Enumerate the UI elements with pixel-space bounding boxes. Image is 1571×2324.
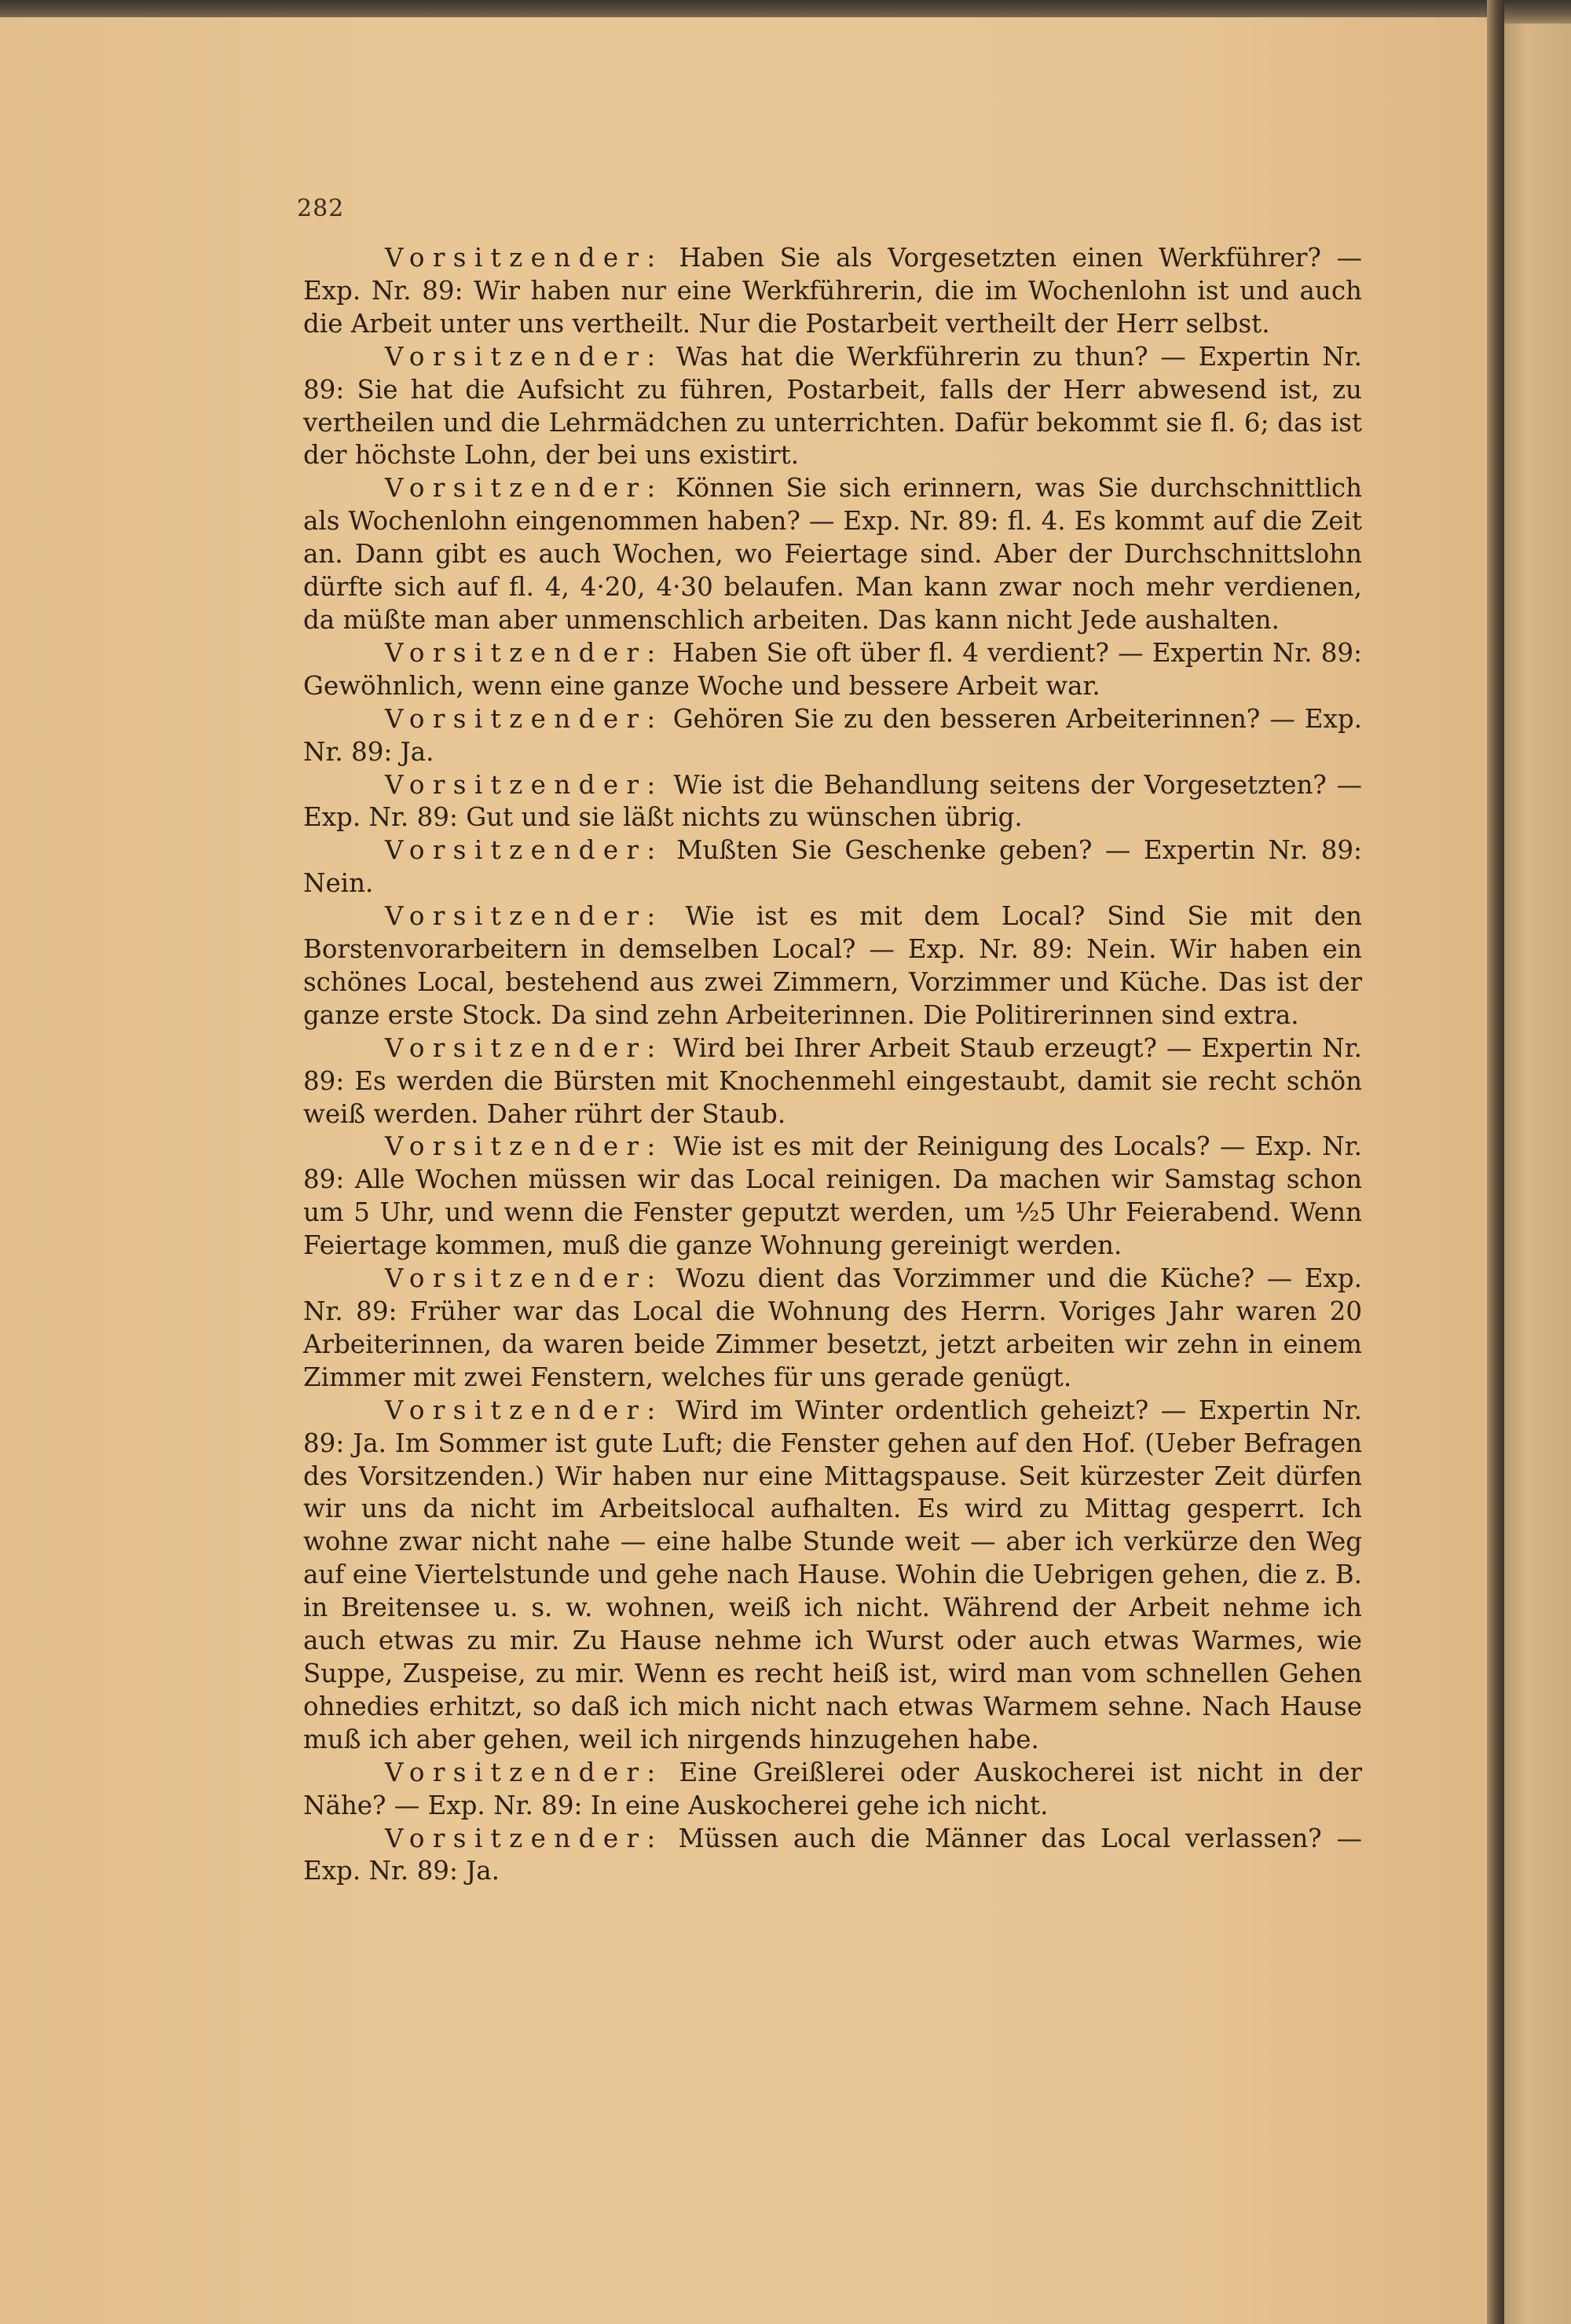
paragraph-text: Mußten Sie Geschenke geben? — Expertin Nr. 89: Nein. — [303, 835, 1362, 899]
paragraph — [303, 341, 1362, 473]
speaker-label: Vorsitzender: — [385, 473, 664, 504]
paragraph — [303, 1395, 1362, 1757]
paragraph-text: Wie ist es mit dem Local? Sind Sie mit den Borstenvorarbeitern in demselben Local? — Exp. Nr. 89: Nein. Wir haben ein schönes Local, bestehend aus zwei Zimmern, Vorzimmer und Küche. Das ist der ganze erste Stock. Da sind zehn Arbeiterinnen. Die Politirerinnen sind extra. — [303, 901, 1362, 1030]
paragraph — [303, 1131, 1362, 1263]
adjacent-page-edge — [1504, 24, 1571, 2324]
speaker-label: Vorsitzender: — [385, 1032, 664, 1063]
paragraph — [303, 769, 1362, 835]
paragraph-text: Eine Greißlerei oder Auskocherei ist nicht in der Nähe? — Exp. Nr. 89: In eine Auskocherei gehe ich nicht. — [303, 1757, 1362, 1820]
speaker-label: Vorsitzender: — [385, 1131, 664, 1162]
book-page — [0, 17, 1487, 2324]
paragraph — [303, 472, 1362, 637]
paragraph-text: Wie ist es mit der Reinigung des Locals? — Exp. Nr. 89: Alle Wochen müssen wir das Local reinigen. Da machen wir Samstag schon um 5 Uhr, und wenn die Fenster geputzt werden, um ½5 Uhr Feierabend. Wenn Feiertage kommen, muß die ganze Wohnung gereinigt werden. — [303, 1131, 1362, 1261]
speaker-label: Vorsitzender: — [385, 703, 664, 734]
paragraph-text: Müssen auch die Männer das Local verlassen? — Exp. Nr. 89: Ja. — [303, 1823, 1362, 1886]
paragraph-text: Gehören Sie zu den besseren Arbeiterinnen? — Exp. Nr. 89: Ja. — [303, 703, 1362, 767]
speaker-label: Vorsitzender: — [385, 243, 664, 273]
paragraph — [303, 834, 1362, 900]
speaker-label: Vorsitzender: — [385, 637, 664, 668]
speaker-label: Vorsitzender: — [385, 1823, 664, 1853]
paragraph — [303, 1032, 1362, 1131]
paragraph-text: Wozu dient das Vorzimmer und die Küche? — Exp. Nr. 89: Früher war das Local die Wohnung des Herrn. Voriges Jahr waren 20 Arbeiterinnen, da waren beide Zimmer besetzt, jetzt arbeiten wir zehn in einem Zimmer mit zwei Fenstern, welches für uns gerade genügt. — [303, 1263, 1362, 1392]
paragraph-text: Wird bei Ihrer Arbeit Staub erzeugt? — Expertin Nr. 89: Es werden die Bürsten mit Knochenmehl eingestaubt, damit sie recht schön weiß werden. Daher rührt der Staub. — [303, 1032, 1362, 1129]
paragraph-text: Wird im Winter ordentlich geheizt? — Expertin Nr. 89: Ja. Im Sommer ist gute Luft; die Fenster gehen auf den Hof. (Ueber Befragen des Vorsitzenden.) Wir haben nur eine Mittagspause. Seit kürzester Zeit dürfen wir uns da nicht im Arbeitslocal aufhalten. Es wird zu Mittag gesperrt. Ich wohne zwar nicht nahe — eine halbe Stunde weit — aber ich verkürze den Weg auf eine Viertelstunde und gehe nach Hause. Wohin die Uebrigen gehen, die z. B. in Breitensee u. s. w. wohnen, weiß ich nicht. Während der Arbeit nehme ich auch etwas zu mir. Zu Hause nehme ich Wurst oder auch etwas Warmes, wie Suppe, Zuspeise, zu mir. Wenn es recht heiß ist, wird man vom schnellen Gehen ohnedies erhitzt, so daß ich mich nicht nach etwas Warmem sehne. Nach Hause muß ich aber gehen, weil ich nirgends hinzugehen habe. — [303, 1395, 1362, 1754]
paragraph — [303, 1823, 1362, 1889]
speaker-label: Vorsitzender: — [385, 835, 664, 866]
paragraph-text: Können Sie sich erinnern, was Sie durchschnittlich als Wochenlohn eingenommen haben? — Exp. Nr. 89: fl. 4. Es kommt auf die Zeit an. Dann gibt es auch Wochen, wo Feiertage sind. Aber der Durchschnittslohn dürfte sich auf fl. 4, 4·20, 4·30 belaufen. Man kann zwar noch mehr verdienen, da müßte man aber unmenschlich arbeiten. Das kann nicht Jede aushalten. — [303, 473, 1362, 635]
paragraph — [303, 637, 1362, 703]
speaker-label: Vorsitzender: — [385, 769, 664, 800]
paragraph-text: Wie ist die Behandlung seitens der Vorgesetzten? — Exp. Nr. 89: Gut und sie läßt nichts zu wünschen übrig. — [303, 769, 1362, 833]
paragraph — [303, 900, 1362, 1032]
speaker-label: Vorsitzender: — [385, 1395, 664, 1425]
paragraph — [303, 1263, 1362, 1395]
speaker-label: Vorsitzender: — [385, 1263, 664, 1294]
speaker-label: Vorsitzender: — [385, 341, 664, 372]
paragraph — [303, 703, 1362, 769]
speaker-label: Vorsitzender: — [385, 901, 664, 932]
page-number: 282 — [297, 195, 345, 222]
paragraph — [303, 242, 1362, 341]
paragraph-text: Haben Sie als Vorgesetzten einen Werkführer? — Exp. Nr. 89: Wir haben nur eine Werkführerin, die im Wochenlohn ist und auch die Arbeit unter uns vertheilt. Nur die Postarbeit vertheilt der Herr selbst. — [303, 243, 1362, 339]
paragraph-text: Was hat die Werkführerin zu thun? — Expertin Nr. 89: Sie hat die Aufsicht zu führen, Postarbeit, falls der Herr abwesend ist, zu vertheilen und die Lehrmädchen zu unterrichten. Dafür bekommt sie fl. 6; das ist der höchste Lohn, der bei uns existirt. — [303, 341, 1362, 471]
book-gutter — [1487, 0, 1504, 2324]
paragraph-text: Haben Sie oft über fl. 4 verdient? — Expertin Nr. 89: Gewöhnlich, wenn eine ganze Woche und bessere Arbeit war. — [303, 637, 1362, 701]
page-text — [303, 242, 1362, 1888]
speaker-label: Vorsitzender: — [385, 1757, 664, 1787]
paragraph — [303, 1757, 1362, 1823]
